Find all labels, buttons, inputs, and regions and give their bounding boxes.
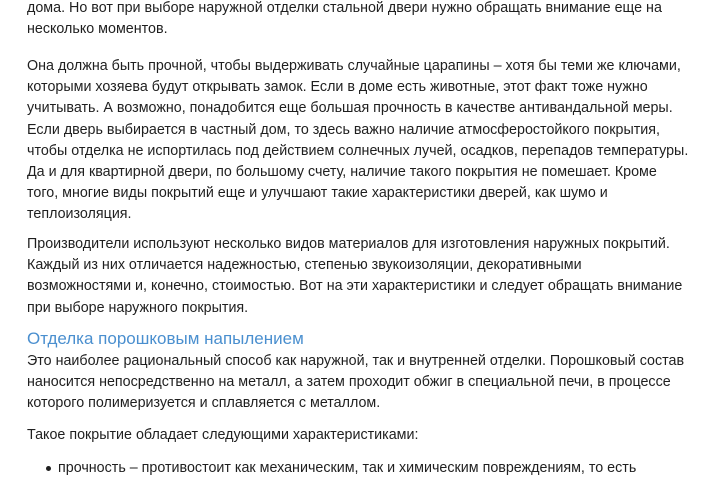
- text-line: дома. Но вот при выборе наружной отделки стальной двери нужно обращать внимание еще на: [27, 0, 662, 16]
- text-line: несколько моментов.: [27, 21, 168, 38]
- text-line: Если дверь выбирается в частный дом, то здесь важно наличие атмосферостойкого покрытия,: [27, 121, 660, 138]
- paragraph-materials: [27, 234, 717, 319]
- section-heading: Отделка порошковым напылением: [27, 329, 304, 348]
- text-line: Такое покрытие обладает следующими характеристиками:: [27, 427, 419, 443]
- text-line: возможностями и, конечно, стоимостью. Вот на эти характеристики и следует обращать внимание: [27, 278, 683, 295]
- text-line: Производители используют несколько видов материалов для изготовления наружных покрытий.: [27, 236, 670, 252]
- text-line: Она должна быть прочной, чтобы выдерживать случайные царапины – хотя бы теми же ключами,: [27, 58, 681, 74]
- text-line: которого полимеризуется и сплавляется с металлом.: [27, 395, 381, 412]
- text-line: которыми хозяева будут открывать замок. Если в доме есть животные, этот факт тоже нужно: [27, 79, 648, 96]
- paragraph-powder-method: [27, 351, 717, 415]
- bullet-icon: [46, 466, 51, 471]
- list-item-text: прочность – противостоит как механическим, так и химическим повреждениям, то есть: [58, 460, 637, 476]
- text-line: чтобы отделка не испортилась под действием солнечных лучей, осадков, перепадов температуры.: [27, 142, 689, 159]
- list-item: [58, 458, 636, 479]
- text-line: Это наиболее рациональный способ как наружной, так и внутренней отделки. Порошковый состав: [27, 353, 685, 369]
- paragraph-characteristics-intro: [27, 425, 717, 446]
- text-line: наносится непосредственно на металл, а затем проходит обжиг в специальной печи, в процессе: [27, 374, 671, 391]
- text-line: Каждый из них отличается надежностью, степенью звукоизоляции, декоративными: [27, 257, 582, 274]
- text-line: теплоизоляция.: [27, 206, 132, 223]
- text-line: того, многие виды покрытий еще и улучшают такие характеристики дверей, как шумо и: [27, 185, 608, 202]
- text-line: Да и для квартирной двери, по большому счету, наличие такого покрытия не помешает. Кроме: [27, 164, 657, 181]
- paragraph-intro-tail: [27, 0, 717, 40]
- text-line: учитывать. А возможно, понадобится еще большая прочность в качестве антивандальной меры.: [27, 100, 673, 117]
- paragraph-durability: [27, 56, 717, 226]
- text-line: при выборе наружного покрытия.: [27, 299, 249, 316]
